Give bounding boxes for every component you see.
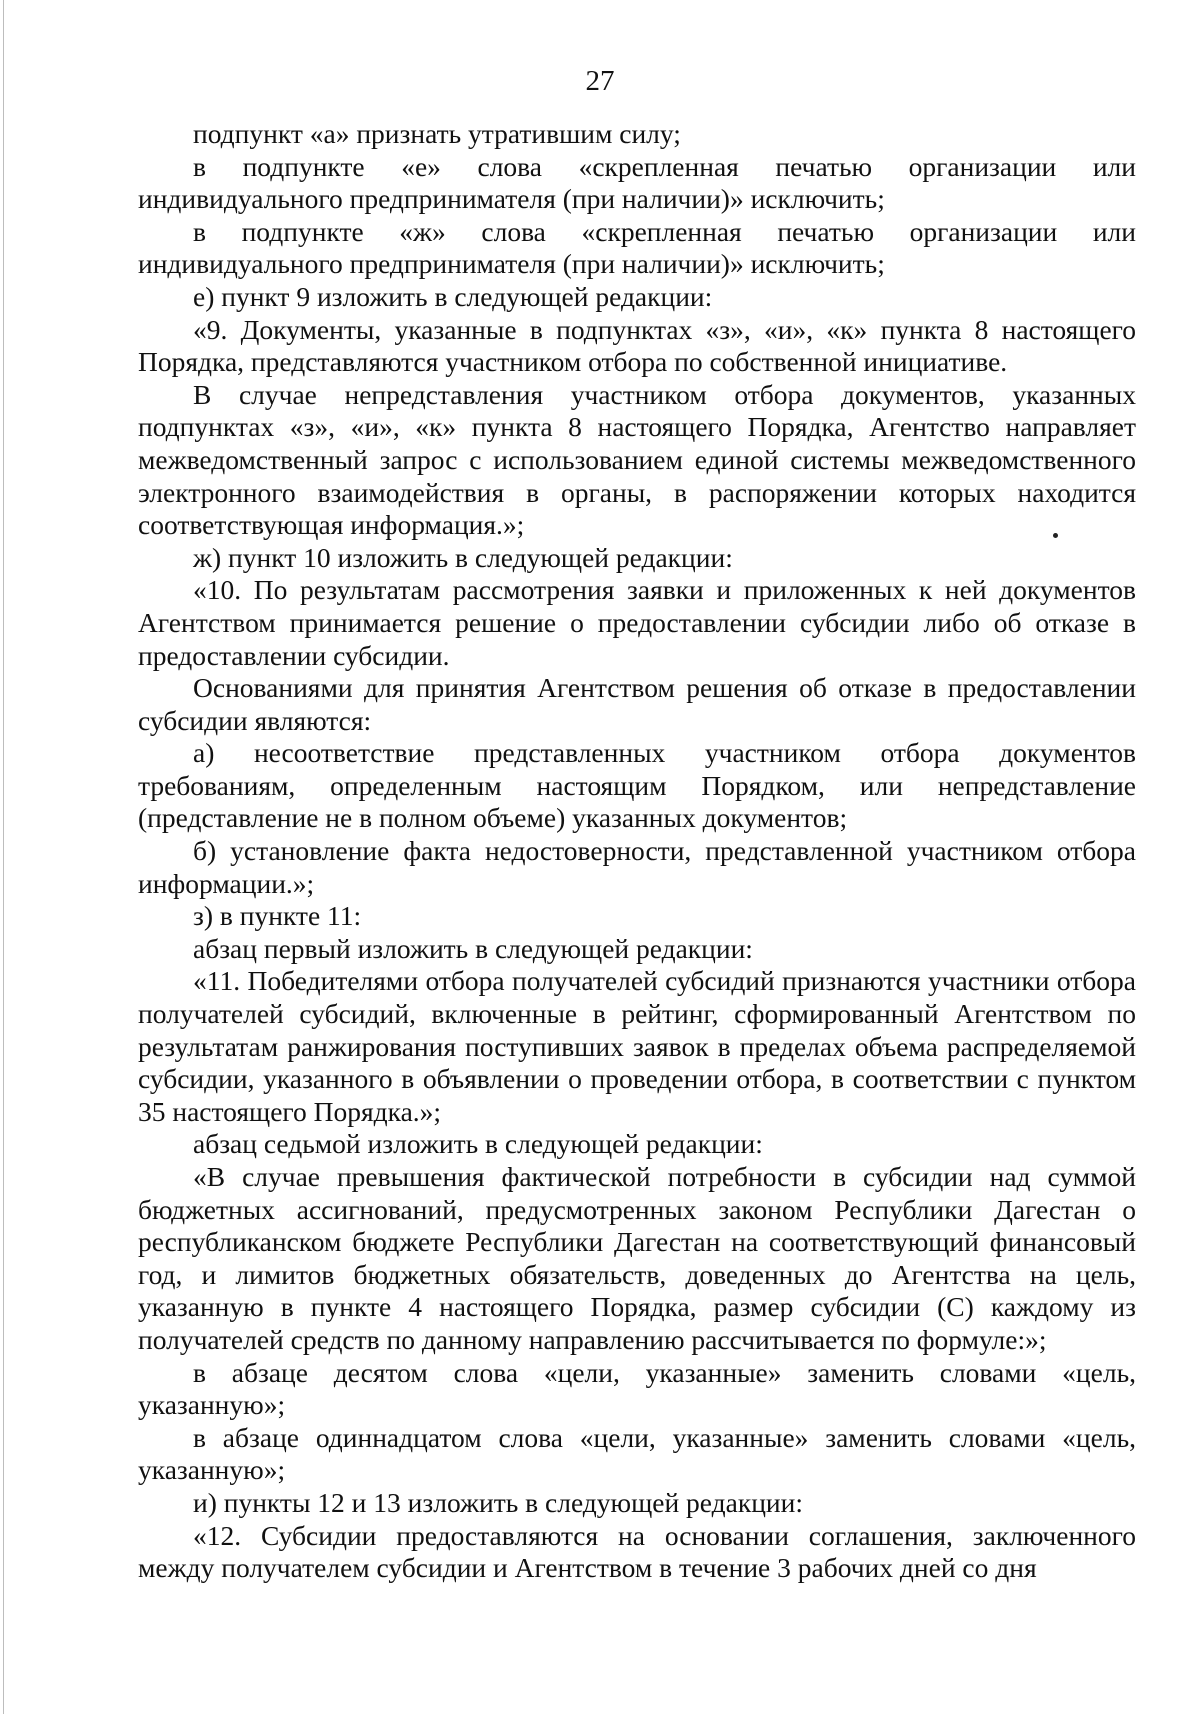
page-number: 27 <box>585 65 615 97</box>
paragraph: в подпункте «ж» слова «скрепленная печатью организации или индивидуального предпринимателя (при наличии)» исключить; <box>138 215 1136 280</box>
paragraph: в абзаце десятом слова «цели, указанные» заменить словами «цель, указанную»; <box>138 1356 1136 1421</box>
paragraph: подпункт «а» признать утратившим силу; <box>193 118 681 149</box>
paragraph: в абзаце одиннадцатом слова «цели, указанные» заменить словами «цель, указанную»; <box>138 1421 1136 1486</box>
paragraph: Основаниями для принятия Агентством решения об отказе в предоставлении субсидии являются: <box>138 672 1136 736</box>
paragraph: абзац первый изложить в следующей редакции: <box>193 932 753 964</box>
scan-edge-line <box>3 0 4 1714</box>
paragraph: «В случае превышения фактической потребности в субсидии над суммой бюджетных ассигнований, предусмотренных законом Республики Дагестан о республиканском бюджете Республики Дагестан на соответствующий финансовый год, и лимитов бюджетных обязательств, доведенных до Агентства на цель, указанную в пункте 4 настоящего Порядка, размер субсидии (С) каждому из получателей средств по данному направлению рассчитывается по формуле:»; <box>138 1161 1136 1355</box>
paragraph: абзац седьмой изложить в следующей редакции: <box>193 1128 763 1160</box>
paragraph: и) пункты 12 и 13 изложить в следующей редакции: <box>193 1486 803 1518</box>
paragraph: «9. Документы, указанные в подпунктах «з», «и», «к» пункта 8 настоящего Порядка, представляются участником отбора по собственной инициативе. <box>138 313 1136 378</box>
paragraph: е) пункт 9 изложить в следующей редакции: <box>193 280 713 312</box>
paragraph: «10. По результатам рассмотрения заявки и приложенных к ней документов Агентством принимается решение о предоставлении субсидии либо об отказе в предоставлении субсидии. <box>138 574 1136 671</box>
paragraph: в подпункте «е» слова «скрепленная печатью организации или индивидуального предпринимателя (при наличии)» исключить; <box>138 150 1136 215</box>
paragraph: з) в пункте 11: <box>193 900 362 932</box>
paragraph: а) несоответствие представленных участником отбора документов требованиям, определенным настоящим Порядком, или непредставление (представление не в полном объеме) указанных документов; <box>138 737 1136 834</box>
document-body <box>138 118 1136 1585</box>
paragraph: «11. Победителями отбора получателей субсидий признаются участники отбора получателей субсидий, включенные в рейтинг, сформированный Агентством по результатам ранжирования поступивших заявок в пределах объема распределяемой субсидии, указанного в объявлении о проведении отбора, в соответствии с пунктом 35 настоящего Порядка.»; <box>138 965 1136 1127</box>
paragraph: ж) пункт 10 изложить в следующей редакции: <box>193 541 733 573</box>
paragraph: В случае непредставления участником отбора документов, указанных подпунктах «з», «и», «к» пункта 8 настоящего Порядка, Агентство направляет межведомственный запрос с использованием единой системы межведомственного электронного взаимодействия в органы, в распоряжении которых находится соответствующая информация.»; <box>138 378 1136 541</box>
paragraph: б) установление факта недостоверности, представленной участником отбора информации.»; <box>138 835 1136 899</box>
paragraph: «12. Субсидии предоставляются на основании соглашения, заключенного между получателем субсидии и Агентством в течение 3 рабочих дней со дня <box>138 1519 1136 1584</box>
scan-speck <box>1053 533 1058 538</box>
